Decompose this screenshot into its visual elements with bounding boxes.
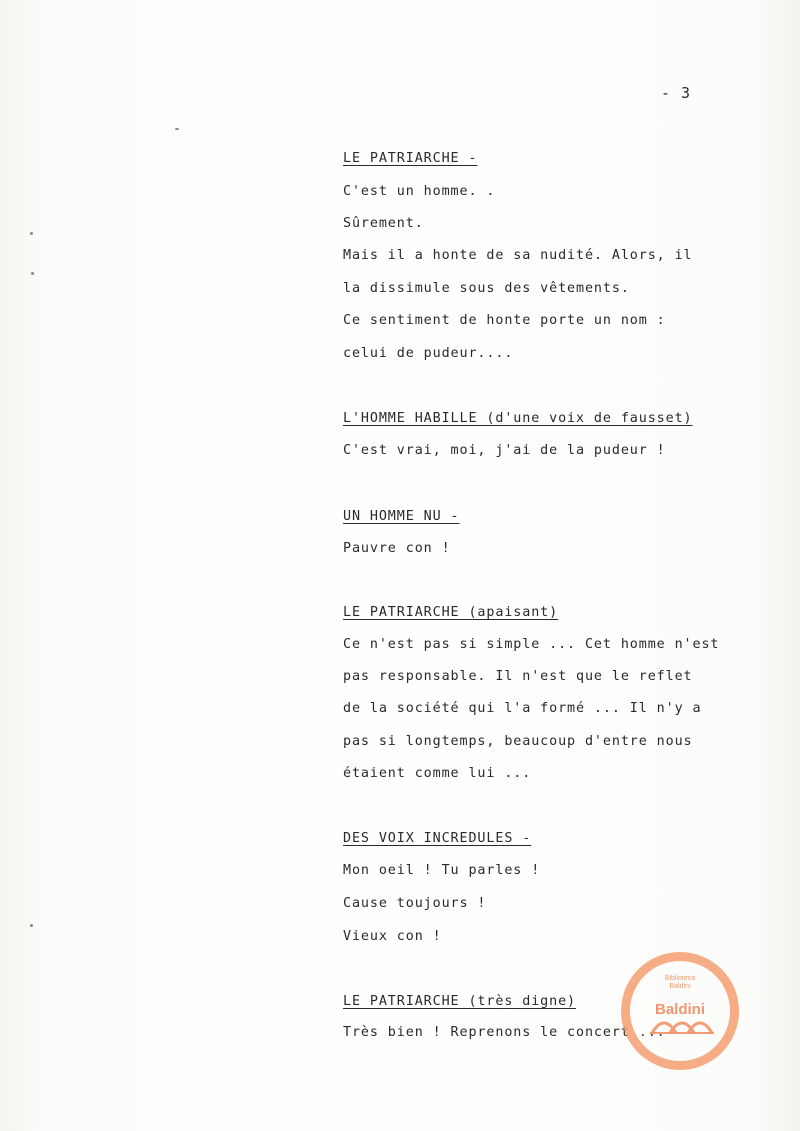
scan-mark <box>30 924 33 927</box>
page-number: - 3 <box>661 84 692 102</box>
speaker-heading: UN HOMME NU - <box>343 509 460 524</box>
dialogue-line: Mon oeil ! Tu parles ! <box>343 863 541 878</box>
library-stamp <box>621 952 739 1070</box>
dialogue-line: la dissimule sous des vêtements. <box>343 281 630 296</box>
scan-mark <box>31 272 34 275</box>
speaker-heading: LE PATRIARCHE (apaisant) <box>343 605 559 620</box>
dialogue-line: Ce sentiment de honte porte un nom : <box>343 313 666 328</box>
stamp-small-text: Biblioteca Baldini <box>664 975 696 990</box>
dialogue-line: Ce n'est pas si simple ... Cet homme n'est <box>343 637 720 652</box>
dialogue-line: Vieux con ! <box>343 929 442 944</box>
speaker-heading: DES VOIX INCREDULES - <box>343 831 532 846</box>
dialogue-line: Pauvre con ! <box>343 541 451 556</box>
dialogue-line: Sûrement. <box>343 216 424 231</box>
scan-mark <box>175 128 179 130</box>
dialogue-line: étaient comme lui ... <box>343 766 532 781</box>
dialogue-line: Mais il a honte de sa nudité. Alors, il <box>343 248 693 263</box>
stamp-arches-icon <box>630 961 730 1061</box>
dialogue-line: C'est un homme. . <box>343 184 496 199</box>
dialogue-line: celui de pudeur.... <box>343 346 514 361</box>
dialogue-line: de la société qui l'a formé ... Il n'y a <box>343 701 702 716</box>
dialogue-line: Très bien ! Reprenons le concert ... <box>343 1025 666 1040</box>
dialogue-line: Cause toujours ! <box>343 896 487 911</box>
scan-mark <box>30 232 33 235</box>
speaker-heading: LE PATRIARCHE (très digne) <box>343 994 577 1009</box>
speaker-heading: L'HOMME HABILLE (d'une voix de fausset) <box>343 411 693 426</box>
dialogue-line: C'est vrai, moi, j'ai de la pudeur ! <box>343 443 666 458</box>
stamp-name: Baldini <box>654 1001 705 1018</box>
dialogue-line: pas responsable. Il n'est que le reflet <box>343 669 693 684</box>
speaker-heading: LE PATRIARCHE - <box>343 151 478 166</box>
dialogue-line: pas si longtemps, beaucoup d'entre nous <box>343 734 693 749</box>
